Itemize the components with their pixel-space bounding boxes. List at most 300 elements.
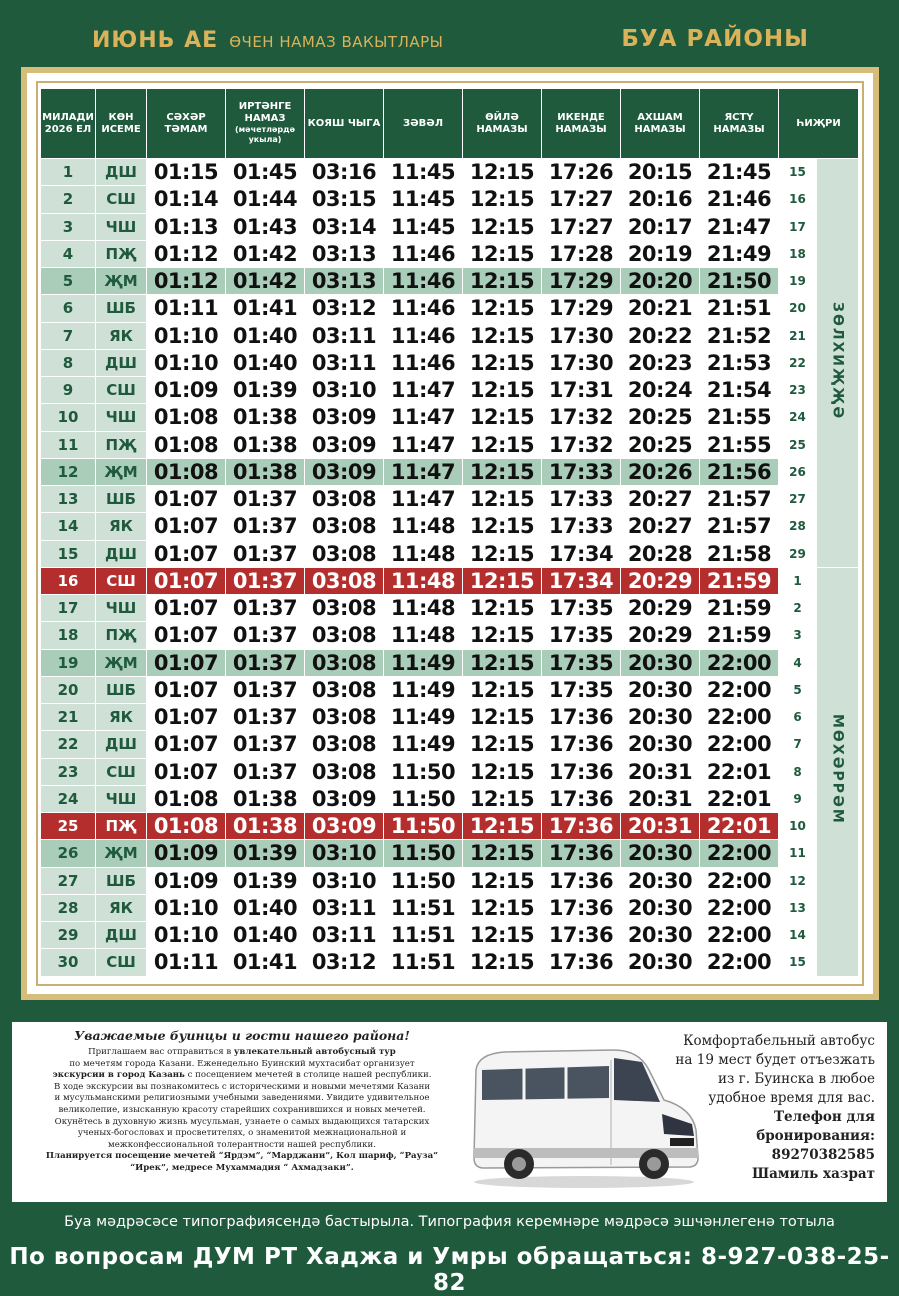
ad-right-line: Комфортабельный автобус [683,1033,875,1049]
header-weekday: КӨН ИСЕМЕ [96,89,147,159]
time-noon: 12:15 [463,159,542,186]
time-evening: 20:25 [621,404,700,431]
time-afternoon: 17:31 [542,377,621,404]
time-night: 21:57 [700,486,779,513]
time-zawal: 11:46 [384,295,463,322]
weekday: ПҖ [96,813,147,840]
time-morning: 01:45 [226,159,305,186]
hijri-day: 9 [779,785,817,812]
day-number: 6 [41,295,96,322]
time-morning: 01:44 [226,186,305,213]
table-header-row [41,89,859,159]
time-noon: 12:15 [463,186,542,213]
weekday: ЯК [96,322,147,349]
ad-body [22,1047,462,1175]
time-afternoon: 17:29 [542,295,621,322]
hijri-day: 14 [779,922,817,949]
time-sahar: 01:10 [147,349,226,376]
time-night: 22:00 [700,649,779,676]
table-row [41,922,859,949]
time-zawal: 11:49 [384,731,463,758]
table-row [41,676,859,703]
time-sunrise: 03:09 [305,404,384,431]
time-morning: 01:43 [226,213,305,240]
header-sahar: СӘХӘР ТӘМАМ [147,89,226,159]
hijri-day: 23 [779,377,817,404]
time-afternoon: 17:36 [542,949,621,976]
time-morning: 01:39 [226,840,305,867]
time-sahar: 01:08 [147,404,226,431]
time-evening: 20:22 [621,322,700,349]
weekday: ЧШ [96,213,147,240]
day-number: 29 [41,922,96,949]
time-morning: 01:37 [226,758,305,785]
header-date: МИЛАДИ 2026 ЕЛ [41,89,96,159]
time-noon: 12:15 [463,731,542,758]
time-night: 22:00 [700,894,779,921]
weekday: ҖМ [96,458,147,485]
day-number: 22 [41,731,96,758]
time-afternoon: 17:36 [542,894,621,921]
time-evening: 20:27 [621,486,700,513]
weekday: ПҖ [96,431,147,458]
time-night: 21:53 [700,349,779,376]
header-evening: АХШАМ НАМАЗЫ [621,89,700,159]
time-zawal: 11:50 [384,840,463,867]
time-afternoon: 17:34 [542,540,621,567]
hijri-day: 1 [779,567,817,594]
day-number: 17 [41,595,96,622]
time-sunrise: 03:08 [305,676,384,703]
time-morning: 01:39 [226,377,305,404]
weekday: ЧШ [96,595,147,622]
time-sahar: 01:09 [147,377,226,404]
time-sunrise: 03:10 [305,840,384,867]
time-zawal: 11:50 [384,785,463,812]
time-zawal: 11:48 [384,567,463,594]
time-zawal: 11:45 [384,159,463,186]
time-sahar: 01:08 [147,458,226,485]
time-zawal: 11:46 [384,240,463,267]
weekday: ҖМ [96,268,147,295]
table-row [41,595,859,622]
time-night: 21:59 [700,622,779,649]
time-morning: 01:37 [226,540,305,567]
time-sunrise: 03:15 [305,186,384,213]
ad-right-line: удобное время для вас. [708,1090,875,1106]
table-row [41,567,859,594]
time-sahar: 01:07 [147,704,226,731]
ad-contact-block [672,1032,875,1184]
time-afternoon: 17:30 [542,349,621,376]
time-night: 22:00 [700,867,779,894]
time-night: 21:47 [700,213,779,240]
time-night: 22:00 [700,704,779,731]
time-evening: 20:15 [621,159,700,186]
time-zawal: 11:47 [384,431,463,458]
table-row [41,513,859,540]
hijri-day: 18 [779,240,817,267]
time-morning: 01:42 [226,268,305,295]
time-noon: 12:15 [463,949,542,976]
ad-right-line: из г. Буинска в любое [718,1071,875,1087]
time-night: 21:55 [700,404,779,431]
time-afternoon: 17:35 [542,622,621,649]
page-header [0,0,899,68]
weekday: ДШ [96,349,147,376]
time-zawal: 11:45 [384,186,463,213]
time-night: 22:01 [700,758,779,785]
ad-line: Приглашаем вас отправиться в [88,1047,232,1057]
time-sunrise: 03:11 [305,322,384,349]
weekday: ДШ [96,159,147,186]
time-sunrise: 03:12 [305,949,384,976]
time-night: 22:00 [700,840,779,867]
hijri-day: 28 [779,513,817,540]
time-evening: 20:30 [621,676,700,703]
ad-line: по мечетям города Казани. Еженедельно Буинский мухтасибат организует [69,1058,415,1069]
ad-line: увлекательный автобусный тур [233,1047,396,1057]
time-morning: 01:37 [226,649,305,676]
time-afternoon: 17:33 [542,513,621,540]
time-night: 21:45 [700,159,779,186]
ad-line: и мусульманскими религиозными учебными заведениями. Увидите удивительное [54,1093,430,1104]
time-night: 22:00 [700,676,779,703]
time-night: 21:51 [700,295,779,322]
time-night: 21:49 [700,240,779,267]
table-row [41,894,859,921]
day-number: 21 [41,704,96,731]
day-number: 30 [41,949,96,976]
weekday: ШБ [96,867,147,894]
day-number: 8 [41,349,96,376]
time-noon: 12:15 [463,431,542,458]
time-noon: 12:15 [463,867,542,894]
time-sunrise: 03:09 [305,458,384,485]
hijri-day: 20 [779,295,817,322]
time-noon: 12:15 [463,813,542,840]
time-evening: 20:27 [621,513,700,540]
time-afternoon: 17:33 [542,486,621,513]
time-night: 22:00 [700,949,779,976]
time-afternoon: 17:30 [542,322,621,349]
time-morning: 01:41 [226,949,305,976]
table-row [41,268,859,295]
time-sunrise: 03:13 [305,240,384,267]
header-morning [226,89,305,159]
time-morning: 01:38 [226,458,305,485]
time-night: 22:00 [700,731,779,758]
time-sahar: 01:07 [147,540,226,567]
weekday: ҖМ [96,649,147,676]
day-number: 1 [41,159,96,186]
table-row [41,431,859,458]
header-zawal: ЗӘВӘЛ [384,89,463,159]
day-number: 18 [41,622,96,649]
day-number: 23 [41,758,96,785]
time-noon: 12:15 [463,322,542,349]
time-zawal: 11:47 [384,404,463,431]
time-noon: 12:15 [463,676,542,703]
table-row [41,622,859,649]
time-sahar: 01:11 [147,295,226,322]
hijri-day: 4 [779,649,817,676]
time-zawal: 11:51 [384,949,463,976]
time-night: 21:56 [700,458,779,485]
time-morning: 01:38 [226,431,305,458]
time-sunrise: 03:16 [305,159,384,186]
time-sahar: 01:09 [147,867,226,894]
time-noon: 12:15 [463,295,542,322]
weekday: ДШ [96,731,147,758]
time-evening: 20:24 [621,377,700,404]
time-evening: 20:30 [621,949,700,976]
time-sunrise: 03:08 [305,758,384,785]
table-row [41,540,859,567]
time-sunrise: 03:08 [305,704,384,731]
time-morning: 01:41 [226,295,305,322]
hijri-day: 15 [779,949,817,976]
time-sahar: 01:07 [147,622,226,649]
time-zawal: 11:51 [384,894,463,921]
hijri-day: 6 [779,704,817,731]
time-sunrise: 03:08 [305,622,384,649]
time-sahar: 01:07 [147,567,226,594]
time-afternoon: 17:35 [542,676,621,703]
time-sunrise: 03:10 [305,377,384,404]
minibus-image [464,1040,704,1190]
time-afternoon: 17:33 [542,458,621,485]
time-sunrise: 03:09 [305,431,384,458]
time-morning: 01:37 [226,513,305,540]
time-morning: 01:37 [226,595,305,622]
time-night: 21:55 [700,431,779,458]
time-afternoon: 17:36 [542,840,621,867]
table-row [41,458,859,485]
ad-line: Планируется посещение мечетей “Ярдэм”, “Марджани”, Кол шариф, “Рауза” [45,1151,439,1162]
time-sunrise: 03:11 [305,894,384,921]
time-noon: 12:15 [463,595,542,622]
time-night: 21:59 [700,567,779,594]
time-zawal: 11:51 [384,922,463,949]
table-row [41,813,859,840]
time-sahar: 01:07 [147,513,226,540]
hijri-day: 21 [779,322,817,349]
page-title [92,28,443,53]
hijri-day: 17 [779,213,817,240]
prayer-times-table [40,88,859,977]
hijri-day: 29 [779,540,817,567]
time-zawal: 11:49 [384,676,463,703]
time-afternoon: 17:36 [542,813,621,840]
table-row [41,349,859,376]
day-number: 12 [41,458,96,485]
time-zawal: 11:50 [384,758,463,785]
table-row [41,758,859,785]
day-number: 28 [41,894,96,921]
time-sahar: 01:07 [147,731,226,758]
time-zawal: 11:46 [384,322,463,349]
ad-line: великолепие, изысканную красоту старейших сохранившихся и новых мечетей. [58,1104,426,1115]
weekday: ЯК [96,894,147,921]
time-sahar: 01:07 [147,676,226,703]
time-noon: 12:15 [463,704,542,731]
time-sunrise: 03:08 [305,595,384,622]
time-morning: 01:42 [226,240,305,267]
time-morning: 01:40 [226,894,305,921]
weekday: ЧШ [96,404,147,431]
time-sunrise: 03:08 [305,486,384,513]
time-morning: 01:38 [226,813,305,840]
weekday: ЯК [96,704,147,731]
time-sahar: 01:07 [147,486,226,513]
hijri-day: 12 [779,867,817,894]
time-sunrise: 03:09 [305,813,384,840]
time-sunrise: 03:08 [305,513,384,540]
time-sunrise: 03:12 [305,295,384,322]
time-noon: 12:15 [463,404,542,431]
time-morning: 01:39 [226,867,305,894]
time-evening: 20:21 [621,295,700,322]
weekday: ҖМ [96,840,147,867]
day-number: 9 [41,377,96,404]
table-row [41,785,859,812]
time-sahar: 01:10 [147,894,226,921]
header-night: ЯСТҮ НАМАЗЫ [700,89,779,159]
header-noon: ӨЙЛӘ НАМАЗЫ [463,89,542,159]
day-number: 25 [41,813,96,840]
footer-print-note: Буа мәдрәсәсе типографиясендә бастырыла. Типография керемнәре мәдрәсә эшчәнлегенә тотыла [64,1214,835,1230]
hijri-day: 7 [779,731,817,758]
time-zawal: 11:47 [384,458,463,485]
time-zawal: 11:49 [384,704,463,731]
header-morning-label: ИРТӘНГЕ НАМАЗ [238,101,292,124]
weekday: ДШ [96,540,147,567]
weekday: СШ [96,567,147,594]
title-subtitle: ӨЧЕН НАМАЗ ВАКЫТЛАРЫ [229,33,444,51]
table-row [41,240,859,267]
time-afternoon: 17:29 [542,268,621,295]
time-sunrise: 03:08 [305,567,384,594]
time-sunrise: 03:11 [305,922,384,949]
time-sahar: 01:15 [147,159,226,186]
time-sunrise: 03:09 [305,785,384,812]
title-month: ИЮНЬ АЕ [92,28,219,53]
weekday: ЯК [96,513,147,540]
time-noon: 12:15 [463,922,542,949]
time-noon: 12:15 [463,785,542,812]
table-row [41,295,859,322]
weekday: ШБ [96,295,147,322]
time-afternoon: 17:36 [542,867,621,894]
table-row [41,486,859,513]
time-evening: 20:31 [621,813,700,840]
time-evening: 20:31 [621,758,700,785]
time-evening: 20:30 [621,704,700,731]
time-evening: 20:30 [621,840,700,867]
time-noon: 12:15 [463,377,542,404]
hijri-day: 19 [779,268,817,295]
time-afternoon: 17:28 [542,240,621,267]
ad-title: Уважаемые буинцы и гости нашего района! [74,1028,410,1043]
time-sahar: 01:07 [147,595,226,622]
ad-right-line: на 19 мест будет отъезжать [675,1052,875,1068]
time-sahar: 01:13 [147,213,226,240]
day-number: 14 [41,513,96,540]
time-evening: 20:26 [621,458,700,485]
table-row [41,649,859,676]
time-evening: 20:30 [621,894,700,921]
time-evening: 20:29 [621,595,700,622]
time-sunrise: 03:13 [305,268,384,295]
time-zawal: 11:48 [384,595,463,622]
time-sunrise: 03:10 [305,867,384,894]
weekday: СШ [96,758,147,785]
time-night: 21:59 [700,595,779,622]
header-hijri: ҺИҖРИ [779,89,859,159]
header-sunrise: КОЯШ ЧЫГА [305,89,384,159]
time-night: 21:54 [700,377,779,404]
time-zawal: 11:48 [384,513,463,540]
table-row [41,867,859,894]
table-row [41,949,859,976]
time-afternoon: 17:34 [542,567,621,594]
time-evening: 20:31 [621,785,700,812]
time-sahar: 01:10 [147,322,226,349]
time-sahar: 01:08 [147,431,226,458]
time-noon: 12:15 [463,240,542,267]
time-night: 21:50 [700,268,779,295]
day-number: 11 [41,431,96,458]
table-row [41,213,859,240]
time-afternoon: 17:27 [542,186,621,213]
time-noon: 12:15 [463,649,542,676]
header-morning-note: (мәчетләрдә укыла) [234,125,296,144]
hijri-day: 25 [779,431,817,458]
time-sahar: 01:08 [147,813,226,840]
hijri-day: 10 [779,813,817,840]
footer-contact: По вопросам ДУМ РТ Хаджа и Умры обращаться: 8-927-038-25-82 [9,1244,890,1296]
time-sahar: 01:07 [147,649,226,676]
weekday: ПҖ [96,240,147,267]
time-noon: 12:15 [463,567,542,594]
hijri-day: 11 [779,840,817,867]
time-noon: 12:15 [463,758,542,785]
time-zawal: 11:48 [384,622,463,649]
time-zawal: 11:47 [384,377,463,404]
hijri-month-label: ЗӨЛХИҖҖӘ [829,301,846,420]
time-noon: 12:15 [463,513,542,540]
time-morning: 01:37 [226,704,305,731]
time-noon: 12:15 [463,894,542,921]
table-row [41,704,859,731]
table-row [41,404,859,431]
weekday: СШ [96,377,147,404]
weekday: ШБ [96,486,147,513]
time-evening: 20:19 [621,240,700,267]
time-morning: 01:40 [226,322,305,349]
ad-text-block [22,1028,462,1175]
ad-line: “Ирек”, медресе Мухаммадия “ Ахмадзаки”. [130,1162,354,1173]
time-morning: 01:37 [226,731,305,758]
hijri-day: 13 [779,894,817,921]
day-number: 2 [41,186,96,213]
hijri-day: 26 [779,458,817,485]
time-evening: 20:29 [621,567,700,594]
region-title: БУА РАЙОНЫ [621,26,809,52]
time-sunrise: 03:11 [305,349,384,376]
time-morning: 01:37 [226,622,305,649]
